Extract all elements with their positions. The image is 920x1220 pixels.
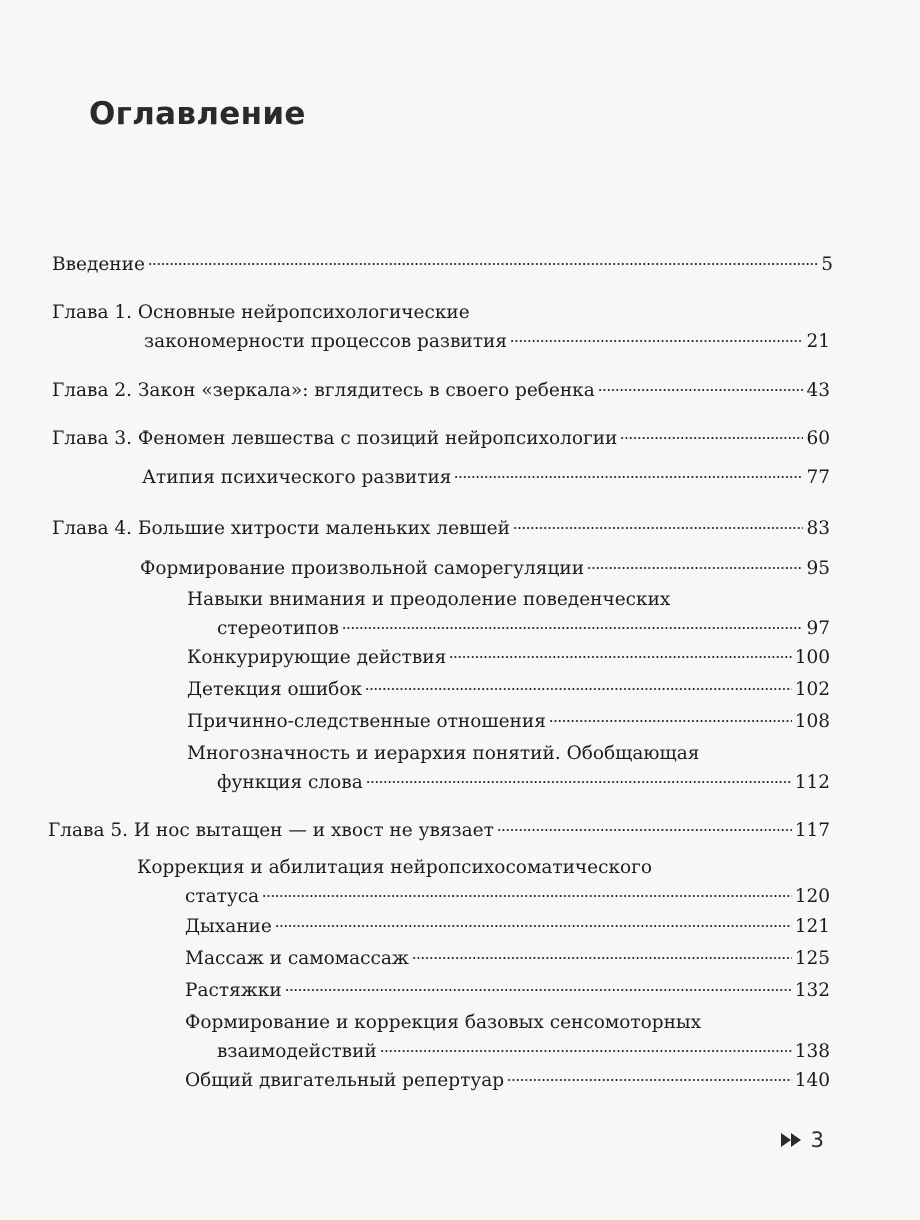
toc-entry[interactable] [187, 739, 830, 797]
toc-entry-title: Массаж и самомассаж [185, 948, 409, 969]
toc-entry[interactable] [142, 463, 830, 492]
toc-entry-title: Глава 2. Закон «зеркала»: вглядитесь в своего ребенка [52, 380, 595, 401]
toc-entry-title: Причинно-следственные отношения [187, 711, 546, 732]
dot-leader [449, 656, 791, 658]
toc-entry[interactable] [48, 816, 830, 845]
dot-leader [497, 829, 792, 831]
dot-leader [262, 895, 792, 897]
toc-entry[interactable] [140, 554, 830, 583]
toc-entry-title-continuation: статуса [185, 886, 260, 907]
dot-leader [366, 781, 792, 783]
toc-entry-title: Введение [52, 254, 145, 275]
toc-entry[interactable] [52, 250, 833, 279]
toc-entry-title: Коррекция и абилитация нейропсихосоматического [137, 857, 653, 878]
toc-page-number: 83 [806, 518, 830, 539]
page-number: 3 [810, 1128, 824, 1152]
toc-page-number: 5 [821, 254, 833, 275]
dot-leader [549, 720, 792, 722]
toc-page-number: 60 [806, 428, 830, 449]
toc-entry-title-continuation: функция слова [217, 772, 363, 793]
toc-entry-title: Конкурирующие действия [187, 647, 447, 668]
dot-leader [275, 925, 792, 927]
toc-entry-title-continuation: стереотипов [217, 618, 339, 639]
toc-entry[interactable] [187, 585, 830, 643]
toc-entry-title: Многозначность и иерархия понятий. Обобщающая [187, 743, 700, 764]
toc-page-number: 108 [794, 711, 830, 732]
toc-page-number: 140 [794, 1070, 830, 1091]
toc-entry[interactable] [185, 1066, 830, 1095]
toc-page-number: 120 [794, 886, 830, 907]
dot-leader [587, 567, 803, 569]
toc-page-number: 117 [794, 820, 830, 841]
toc-entry[interactable] [52, 376, 830, 405]
dot-leader [513, 527, 804, 529]
dot-leader [380, 1050, 792, 1052]
toc-entry-title: Атипия психического развития [142, 467, 452, 488]
dot-leader [148, 263, 818, 265]
toc-entry-title: Глава 1. Основные нейропсихологические [52, 302, 470, 323]
toc-entry[interactable] [185, 944, 830, 973]
toc-entry[interactable] [185, 912, 830, 941]
toc-entry[interactable] [137, 853, 830, 911]
toc-entry[interactable] [187, 707, 830, 736]
toc-entry[interactable] [187, 675, 830, 704]
toc-entry[interactable] [185, 1008, 830, 1066]
toc-page-number: 112 [794, 772, 830, 793]
toc-page-number: 43 [806, 380, 830, 401]
toc-entry-title-continuation: взаимодействий [217, 1041, 377, 1062]
toc-entry[interactable] [187, 643, 830, 672]
dot-leader [342, 627, 804, 629]
dot-leader [365, 688, 792, 690]
toc-entry[interactable] [52, 298, 830, 356]
toc-page-number: 138 [794, 1041, 830, 1062]
page-footer [781, 1128, 824, 1152]
fast-forward-icon [781, 1133, 801, 1147]
toc-entry-title: Формирование произвольной саморегуляции [140, 558, 585, 579]
toc-entry-title: Общий двигательный репертуар [185, 1070, 505, 1091]
dot-leader [285, 989, 792, 991]
page-title: Оглавление [89, 96, 306, 132]
dot-leader [507, 1079, 792, 1081]
toc-entry[interactable] [52, 514, 830, 543]
dot-leader [510, 340, 803, 342]
toc-entry-title: Глава 4. Большие хитрости маленьких левшей [52, 518, 510, 539]
toc-page-number: 121 [794, 916, 830, 937]
toc-entry-title: Формирование и коррекция базовых сенсомоторных [185, 1012, 702, 1033]
toc-entry-title: Навыки внимания и преодоление поведенческих [187, 589, 671, 610]
dot-leader [454, 476, 803, 478]
toc-page-number: 77 [806, 467, 830, 488]
toc-entry-title: Детекция ошибок [187, 679, 363, 700]
toc-page-number: 125 [794, 948, 830, 969]
toc-entry-title: Глава 5. И нос вытащен — и хвост не увязает [48, 820, 494, 841]
toc-page-number: 21 [806, 331, 830, 352]
toc-page-number: 97 [806, 618, 830, 639]
toc-entry-title: Глава 3. Феномен левшества с позиций нейропсихологии [52, 428, 618, 449]
toc-entry[interactable] [185, 976, 830, 1005]
toc-page-number: 100 [794, 647, 830, 668]
toc-entry-title: Растяжки [185, 980, 282, 1001]
dot-leader [598, 389, 804, 391]
toc-entry-title: Дыхание [185, 916, 272, 937]
dot-leader [620, 437, 803, 439]
toc-page-number: 95 [806, 558, 830, 579]
toc-page-number: 132 [794, 980, 830, 1001]
toc-entry-title-continuation: закономерности процессов развития [144, 331, 507, 352]
toc-entry[interactable] [52, 424, 830, 453]
dot-leader [412, 957, 792, 959]
toc-page-number: 102 [794, 679, 830, 700]
